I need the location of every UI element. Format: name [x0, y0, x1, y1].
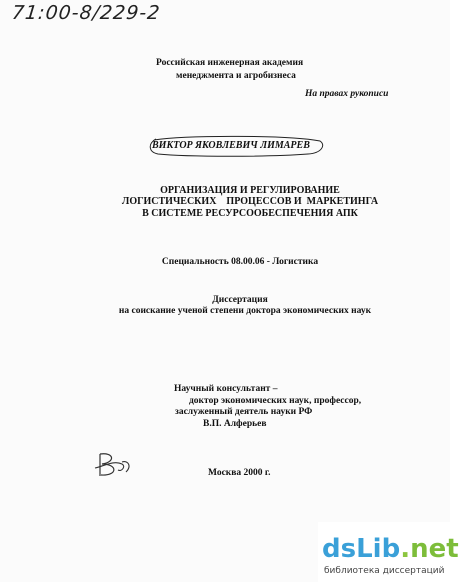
- institution-name-line2: менеджмента и агробизнеса: [176, 71, 296, 81]
- advisor-role: Научный консультант –: [174, 384, 278, 394]
- dissertation-title-line2: ЛОГИСТИЧЕСКИХ ПРОЦЕССОВ И МАРКЕТИНГА: [121, 196, 379, 207]
- dissertation-label: Диссертация: [212, 295, 268, 305]
- dissertation-title-line3: В СИСТЕМЕ РЕСУРСООБЕСПЕЧЕНИЯ АПК: [142, 208, 358, 219]
- library-watermark: [318, 522, 459, 582]
- logo-tld: net: [410, 534, 459, 564]
- library-logo: [322, 534, 459, 564]
- signature-icon: [92, 450, 134, 480]
- library-caption: библиотека диссертаций: [324, 566, 445, 576]
- logo-dot: .: [400, 534, 411, 564]
- advisor-honor: заслуженный деятель науки РФ: [175, 407, 313, 417]
- institution-name-line1: Российская инженерная академия: [156, 58, 304, 68]
- advisor-degree: доктор экономических наук, профессор,: [189, 396, 362, 406]
- logo-main-text: dsLib: [322, 534, 401, 564]
- author-name: ВИКТОР ЯКОВЛЕВИЧ ЛИМАРЕВ: [152, 140, 310, 151]
- dissertation-title-line1: ОРГАНИЗАЦИЯ И РЕГУЛИРОВАНИЕ: [160, 185, 340, 196]
- advisor-name: В.П. Алферьев: [203, 419, 267, 429]
- handwritten-catalog-code: 71:00-8/229-2: [10, 2, 162, 24]
- degree-description: на соискание ученой степени доктора экономических наук: [118, 306, 372, 316]
- manuscript-rights-note: На правах рукописи: [305, 89, 389, 99]
- specialty-line: Специальность 08.00.06 - Логистика: [161, 257, 319, 267]
- city-and-year: Москва 2000 г.: [208, 468, 271, 478]
- author-block: [148, 136, 324, 156]
